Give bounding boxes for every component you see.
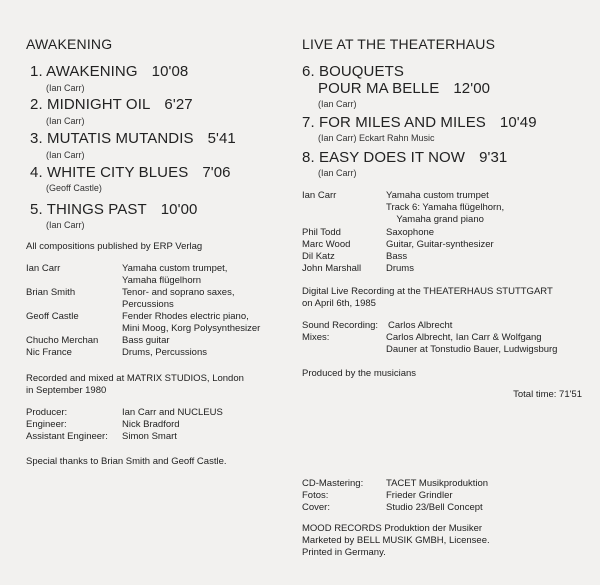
list-item [302,320,592,332]
track-title: 6. BOUQUETS [302,63,404,80]
track-4 [30,164,231,181]
list-item [26,419,298,431]
production-role: CD-Mastering: [302,478,364,489]
track-duration: 10'08 [151,63,189,80]
list-item [302,190,592,226]
label-note: MOOD RECORDS Produktion der Musiker Marketed by BELL MUSIK GMBH, Licensee. Printed in Germany. [302,523,490,558]
track-duration: 7'06 [202,164,231,181]
track-title: 2. MIDNIGHT OIL [30,96,151,113]
sound-name: Carlos Albrecht [388,320,453,331]
musician-role: Fender Rhodes electric piano, Mini Moog, Korg Polysynthesizer [122,311,261,334]
track-8 [302,149,507,166]
track-credit: (Ian Carr) [46,116,85,126]
list-item [26,287,298,311]
track-title: 8. EASY DOES IT NOW [302,149,466,166]
list-item [302,490,592,502]
track-credit: (Ian Carr) [46,150,85,160]
publisher-note: All compositions published by ERP Verlag [26,241,203,252]
list-item [26,407,298,419]
track-credit: (Ian Carr) [46,83,85,93]
musician-role: Saxophone [386,227,435,238]
track-6 [302,63,404,80]
track-duration: 9'31 [479,149,508,166]
section-title-live: LIVE AT THE THEATERHAUS [302,36,496,52]
list-item [302,227,592,239]
track-duration: 12'00 [453,80,491,97]
musician-name: Brian Smith [26,287,76,298]
live-recording-note: Digital Live Recording at the THEATERHAUS STUTTGART on April 6th, 1985 [302,286,553,309]
musician-role: Bass [386,251,408,262]
list-item [302,239,592,251]
track-credit: (Geoff Castle) [46,183,102,193]
sound-role: Mixes: [302,332,330,343]
track-5 [30,201,197,218]
staff-role: Assistant Engineer: [26,431,108,442]
sound-name: Carlos Albrecht, Ian Carr & Wolfgang Dauner at Tonstudio Bauer, Ludwigsburg [386,332,558,355]
musician-name: Geoff Castle [26,311,79,322]
track-title: 5. THINGS PAST [30,201,147,218]
staff-name: Ian Carr and NUCLEUS [122,407,223,418]
recorded-note: Recorded and mixed at MATRIX STUDIOS, London in September 1980 [26,373,244,396]
track-3 [30,130,236,147]
track-duration: 6'27 [164,96,193,113]
section-title-awakening: AWAKENING [26,36,113,52]
musician-role: Yamaha custom trumpet Track 6: Yamaha flügelhorn, Yamaha grand piano [386,190,505,225]
track-7 [302,114,537,131]
list-item [302,502,592,514]
musician-role: Drums, Percussions [122,347,207,358]
sound-list [302,320,592,356]
list-item [26,335,298,347]
track-title: 4. WHITE CITY BLUES [30,164,189,181]
track-title: 3. MUTATIS MUTANDIS [30,130,194,147]
production-role: Cover: [302,502,330,513]
staff-name: Nick Bradford [122,419,180,430]
track-duration: 5'41 [207,130,236,147]
musician-name: Marc Wood [302,239,351,250]
musician-name: Dil Katz [302,251,335,262]
musician-role: Bass guitar [122,335,170,346]
list-item [302,332,592,356]
musician-role: Tenor- and soprano saxes, Percussions [122,287,235,310]
list-item [302,263,592,275]
musicians-list [26,263,298,359]
musicians-top-list [302,190,592,226]
track-title-cont: POUR MA BELLE [318,80,440,97]
sound-role: Sound Recording: [302,320,379,331]
produced-note: Produced by the musicians [302,368,417,379]
staff-role: Engineer: [26,419,67,430]
thanks-note: Special thanks to Brian Smith and Geoff Castle. [26,456,227,467]
production-name: Studio 23/Bell Concept [386,502,483,513]
track-credit: (Ian Carr) Eckart Rahn Music [318,133,435,143]
production-role: Fotos: [302,490,329,501]
track-2 [30,96,193,113]
track-title: 1. AWAKENING [30,63,138,80]
musician-name: Ian Carr [302,190,337,201]
list-item [302,251,592,263]
list-item [26,347,298,359]
track-title: 7. FOR MILES AND MILES [302,114,486,131]
staff-list [26,407,298,443]
list-item [26,311,298,335]
production-list [302,478,592,514]
track-1 [30,63,188,80]
track-6-line2 [318,80,490,97]
track-duration: 10'49 [499,114,537,131]
track-duration: 10'00 [160,201,198,218]
musician-role: Guitar, Guitar-synthesizer [386,239,494,250]
list-item [302,478,592,490]
musician-role: Drums [386,263,414,274]
production-name: Frieder Grindler [386,490,453,501]
total-time: Total time: 71'51 [513,389,582,400]
track-credit: (Ian Carr) [46,220,85,230]
musician-name: Ian Carr [26,263,61,274]
staff-role: Producer: [26,407,68,418]
musician-role: Yamaha custom trumpet, Yamaha flügelhorn [122,263,228,286]
list-item [26,263,298,287]
production-name: TACET Musikproduktion [386,478,489,489]
musicians-list [302,227,592,275]
musician-name: Nic France [26,347,72,358]
staff-name: Simon Smart [122,431,177,442]
musician-name: Chucho Merchan [26,335,99,346]
musician-name: Phil Todd [302,227,341,238]
musician-name: John Marshall [302,263,362,274]
list-item [26,431,298,443]
track-credit: (Ian Carr) [318,99,357,109]
track-credit: (Ian Carr) [318,168,357,178]
